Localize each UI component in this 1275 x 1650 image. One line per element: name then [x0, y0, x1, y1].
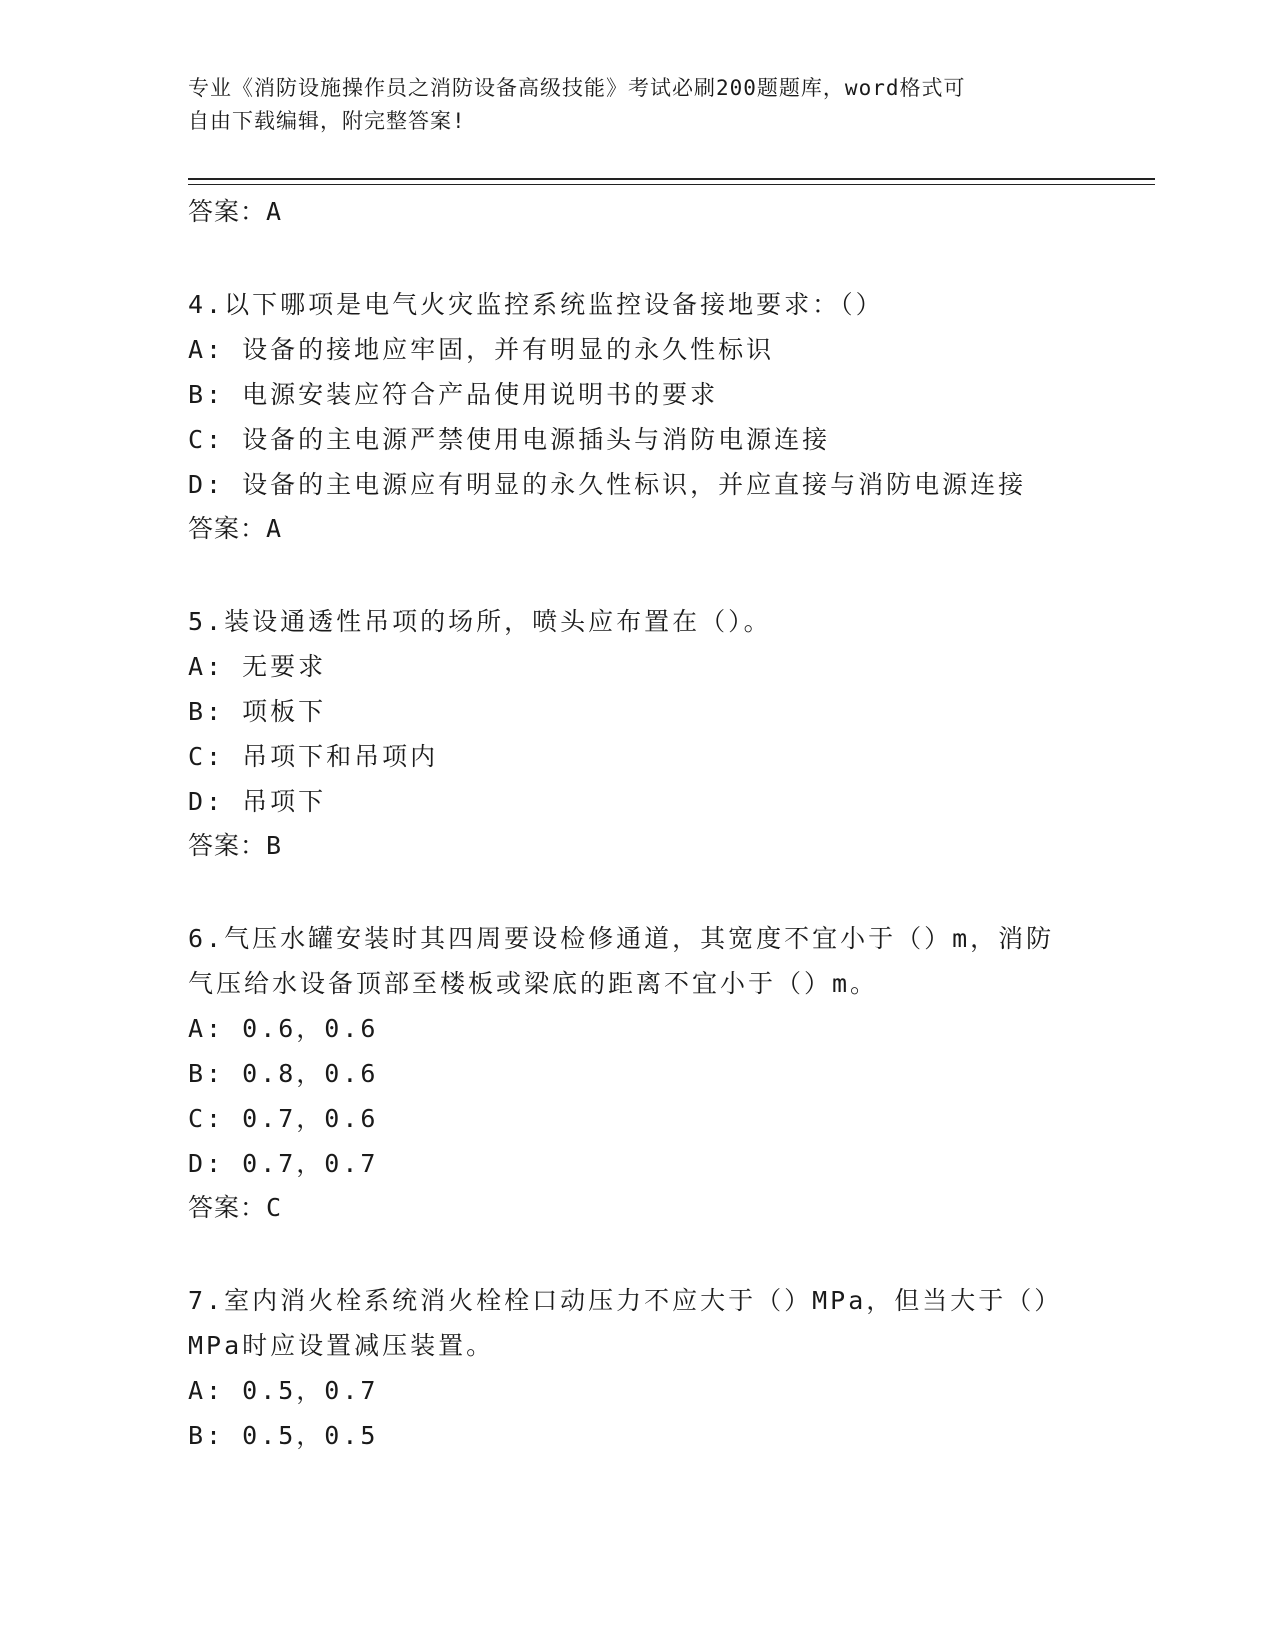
header-line-1: 专业《消防设施操作员之消防设备高级技能》考试必刷200题题库，word格式可: [188, 76, 966, 100]
question-4: [188, 282, 1088, 551]
answer-line: 答案：A: [188, 197, 283, 226]
question-6: [188, 916, 1088, 1230]
header-divider-thin: [188, 184, 1155, 185]
answer-line: 答案：C: [188, 1193, 283, 1222]
question-text-line-1: 7.室内消火栓系统消火栓栓口动压力不应大于（）MPa，但当大于（）: [188, 1286, 1063, 1315]
option-a: A: 无要求: [188, 652, 327, 681]
answer-line: 答案：B: [188, 831, 283, 860]
option-c: C: 吊项下和吊项内: [188, 742, 439, 771]
option-a: A: 0.6，0.6: [188, 1014, 379, 1043]
answer-line: 答案：A: [188, 514, 283, 543]
option-a: A: 0.5，0.7: [188, 1376, 379, 1405]
option-d: D: 设备的主电源应有明显的永久性标识，并应直接与消防电源连接: [188, 470, 1027, 499]
option-d: D: 0.7，0.7: [188, 1149, 379, 1178]
question-text: 4.以下哪项是电气火灾监控系统监控设备接地要求：（）: [188, 290, 884, 319]
option-c: C: 0.7，0.6: [188, 1104, 379, 1133]
option-d: D: 吊项下: [188, 787, 327, 816]
question-7: [188, 1278, 1088, 1458]
question-5: [188, 599, 1088, 868]
header-divider-thick: [188, 178, 1155, 180]
question-text-line-2: 气压给水设备顶部至楼板或梁底的距离不宜小于（）m。: [188, 969, 879, 998]
question-text: 5.装设通透性吊项的场所，喷头应布置在（）。: [188, 607, 772, 636]
question-text-line-2: MPa时应设置减压装置。: [188, 1331, 495, 1360]
header-line-2: 自由下载编辑，附完整答案!: [188, 109, 466, 133]
option-c: C: 设备的主电源严禁使用电源插头与消防电源连接: [188, 425, 831, 454]
option-a: A: 设备的接地应牢固，并有明显的永久性标识: [188, 335, 775, 364]
document-header: [188, 72, 1068, 138]
question-text-line-1: 6.气压水罐安装时其四周要设检修通道，其宽度不宜小于（）m，消防: [188, 924, 1055, 953]
option-b: B: 0.5，0.5: [188, 1421, 379, 1450]
option-b: B: 电源安装应符合产品使用说明书的要求: [188, 380, 719, 409]
question-list: [188, 190, 1088, 1458]
option-b: B: 0.8，0.6: [188, 1059, 379, 1088]
option-b: B: 项板下: [188, 697, 327, 726]
